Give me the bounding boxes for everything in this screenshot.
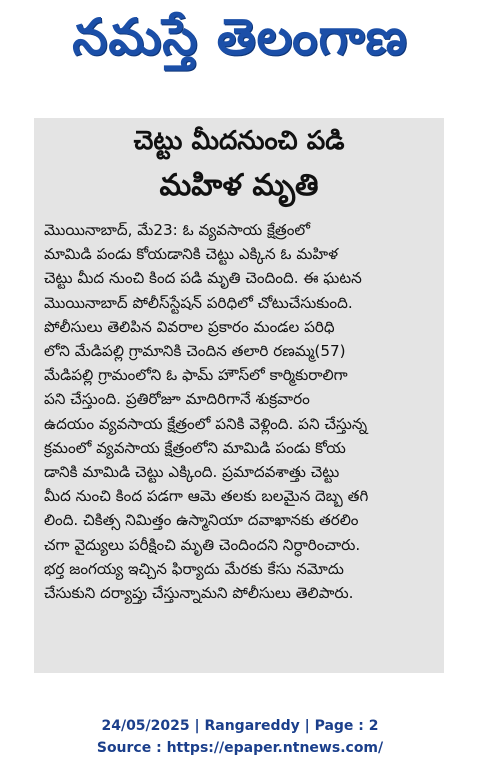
article-line: చెట్టు మీద నుంచి కింద పడి మృతి చెందింది. ఈ ఘటన	[44, 269, 362, 288]
article-line: మొయినాబాద్, మే23: ఓ వ్యవసాయ క్షేత్రంలో	[44, 221, 311, 239]
article-line: మీద నుంచి కింద పడగా ఆమె తలకు బలమైన దెబ్బ తగి	[44, 487, 369, 506]
article-line: మామిడి పండు కోయడానికి చెట్టు ఎక్కిన ఓ మహిళ	[44, 245, 339, 264]
article-line: చేసుకుని దర్యాప్తు చేస్తున్నామని పోలీసులు తెలిపారు.	[44, 584, 354, 603]
article-line: మేడిపల్లి గ్రామంలోని ఓ ఫామ్ హౌస్‌లో కార్మికురాలిగా	[44, 366, 348, 385]
article-line: డానికి మామిడి చెట్టు ఎక్కింది. ప్రమాదవశాత్తు చెట్టు	[44, 463, 340, 482]
article-line: పోలీసులు తెలిపిన వివరాల ప్రకారం మండల పరిధి	[44, 317, 335, 336]
article-line: పని చేస్తుంది. ప్రతిరోజూ మాదిరిగానే శుక్రవారం	[44, 390, 310, 409]
headline-line-2: మహిళ మృతి	[159, 168, 319, 203]
newspaper-logo: నమస్తే తెలంగాణ	[72, 7, 408, 66]
article-line: ఉదయం వ్యవసాయ క్షేత్రంలో పనికి వెళ్లింది. పని చేస్తున్న	[44, 414, 368, 433]
article-line: మొయినాబాద్ పోలీస్‌స్టేషన్ పరిధిలో చోటుచేసుకుంది.	[44, 293, 353, 312]
article-line: లింది. చికిత్స నిమిత్తం ఉస్మానియా దవాఖానకు తరలిం	[44, 511, 359, 530]
article-line: క్రమంలో వ్యవసాయ క్షేత్రంలోని మామిడి పండు కోయ	[44, 438, 346, 457]
article-line: భర్త జంగయ్య ఇచ్చిన ఫిర్యాదు మేరకు కేసు నమోదు	[44, 559, 344, 578]
masthead	[0, 0, 480, 86]
footer-source-link[interactable]: Source : https://epaper.ntnews.com/	[96, 740, 384, 756]
article-body	[44, 218, 436, 605]
footer	[0, 715, 480, 759]
headline-line-1: చెట్టు మీదనుంచి పడి	[133, 126, 345, 156]
footer-date-edition-page: 24/05/2025 | Rangareddy | Page : 2	[101, 718, 379, 734]
article-line: లోని మేడిపల్లి గ్రామానికి చెందిన తలారి రణమ్మ(57)	[44, 342, 346, 361]
article-clipping	[34, 118, 444, 673]
article-line: చగా వైద్యులు పరీక్షించి మృతి చెందిందని నిర్ధారించారు.	[44, 535, 361, 554]
